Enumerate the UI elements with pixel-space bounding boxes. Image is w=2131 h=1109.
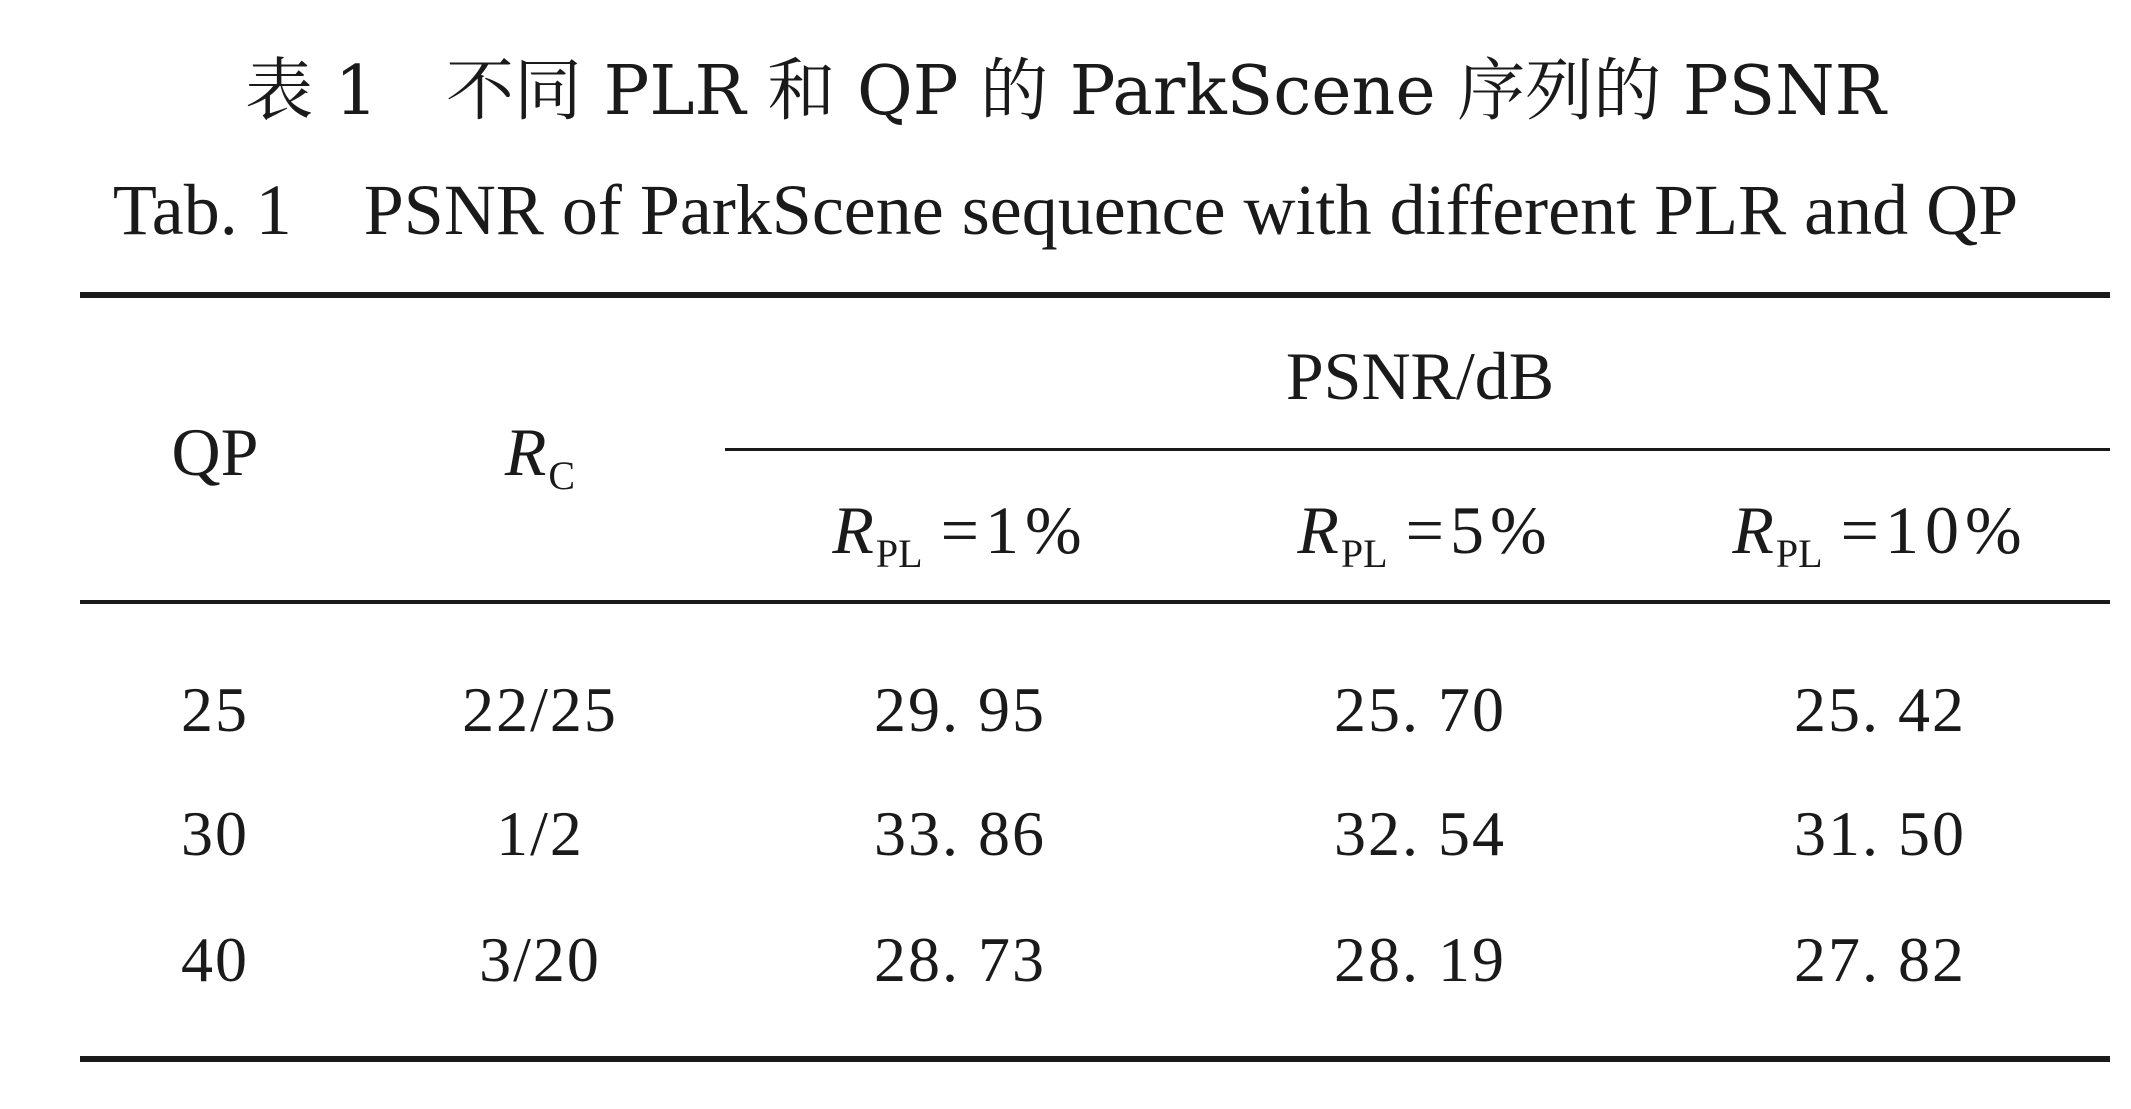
- cell-psnr-rpl-10: 25. 42: [1794, 674, 1966, 745]
- cell-psnr-rpl-10: 31. 50: [1794, 798, 1966, 869]
- cell-psnr-rpl-5: 25. 70: [1334, 674, 1506, 745]
- cell-psnr-rpl-5: 32. 54: [1334, 798, 1506, 869]
- table-caption-en: Tab. 1 PSNR of ParkScene sequence with different PLR and QP: [112, 170, 2019, 250]
- bottom-rule: [80, 1056, 2110, 1062]
- header-rc: [440, 412, 640, 502]
- header-rpl-10-value: =10%: [1840, 492, 2028, 568]
- top-rule: [80, 292, 2110, 298]
- header-rpl-5-value: =5%: [1405, 492, 1553, 568]
- header-rpl-1-value: =1%: [940, 492, 1088, 568]
- header-rc-sub: C: [548, 453, 576, 498]
- cell-rc: 22/25: [462, 674, 618, 745]
- cell-rc: 3/20: [479, 924, 601, 995]
- cell-psnr-rpl-1: 33. 86: [874, 798, 1046, 869]
- header-rpl-1: [770, 490, 1150, 580]
- group-rule: [725, 448, 2110, 451]
- table-caption-zh: 表 1 不同 PLR 和 QP 的 ParkScene 序列的 PSNR: [245, 52, 1886, 131]
- cell-psnr-rpl-1: 29. 95: [874, 674, 1046, 745]
- header-rpl-5-main: R: [1297, 492, 1339, 568]
- header-rpl-10: [1680, 490, 2080, 580]
- cell-rc: 1/2: [496, 798, 584, 869]
- cell-qp: 25: [181, 674, 249, 745]
- cell-psnr-rpl-5: 28. 19: [1334, 924, 1506, 995]
- cell-psnr-rpl-10: 27. 82: [1794, 924, 1966, 995]
- header-psnr-group: PSNR/dB: [1285, 338, 1555, 414]
- header-rule: [80, 600, 2110, 604]
- cell-qp: 40: [181, 924, 249, 995]
- header-rpl-5-sub: PL: [1340, 531, 1388, 576]
- cell-qp: 30: [181, 798, 249, 869]
- header-rc-main: R: [504, 414, 547, 490]
- header-qp: QP: [171, 414, 259, 490]
- cell-psnr-rpl-1: 28. 73: [874, 924, 1046, 995]
- header-rpl-10-main: R: [1732, 492, 1774, 568]
- header-rpl-10-sub: PL: [1775, 531, 1823, 576]
- header-rpl-1-sub: PL: [875, 531, 923, 576]
- header-rpl-5: [1235, 490, 1615, 580]
- header-rpl-1-main: R: [832, 492, 874, 568]
